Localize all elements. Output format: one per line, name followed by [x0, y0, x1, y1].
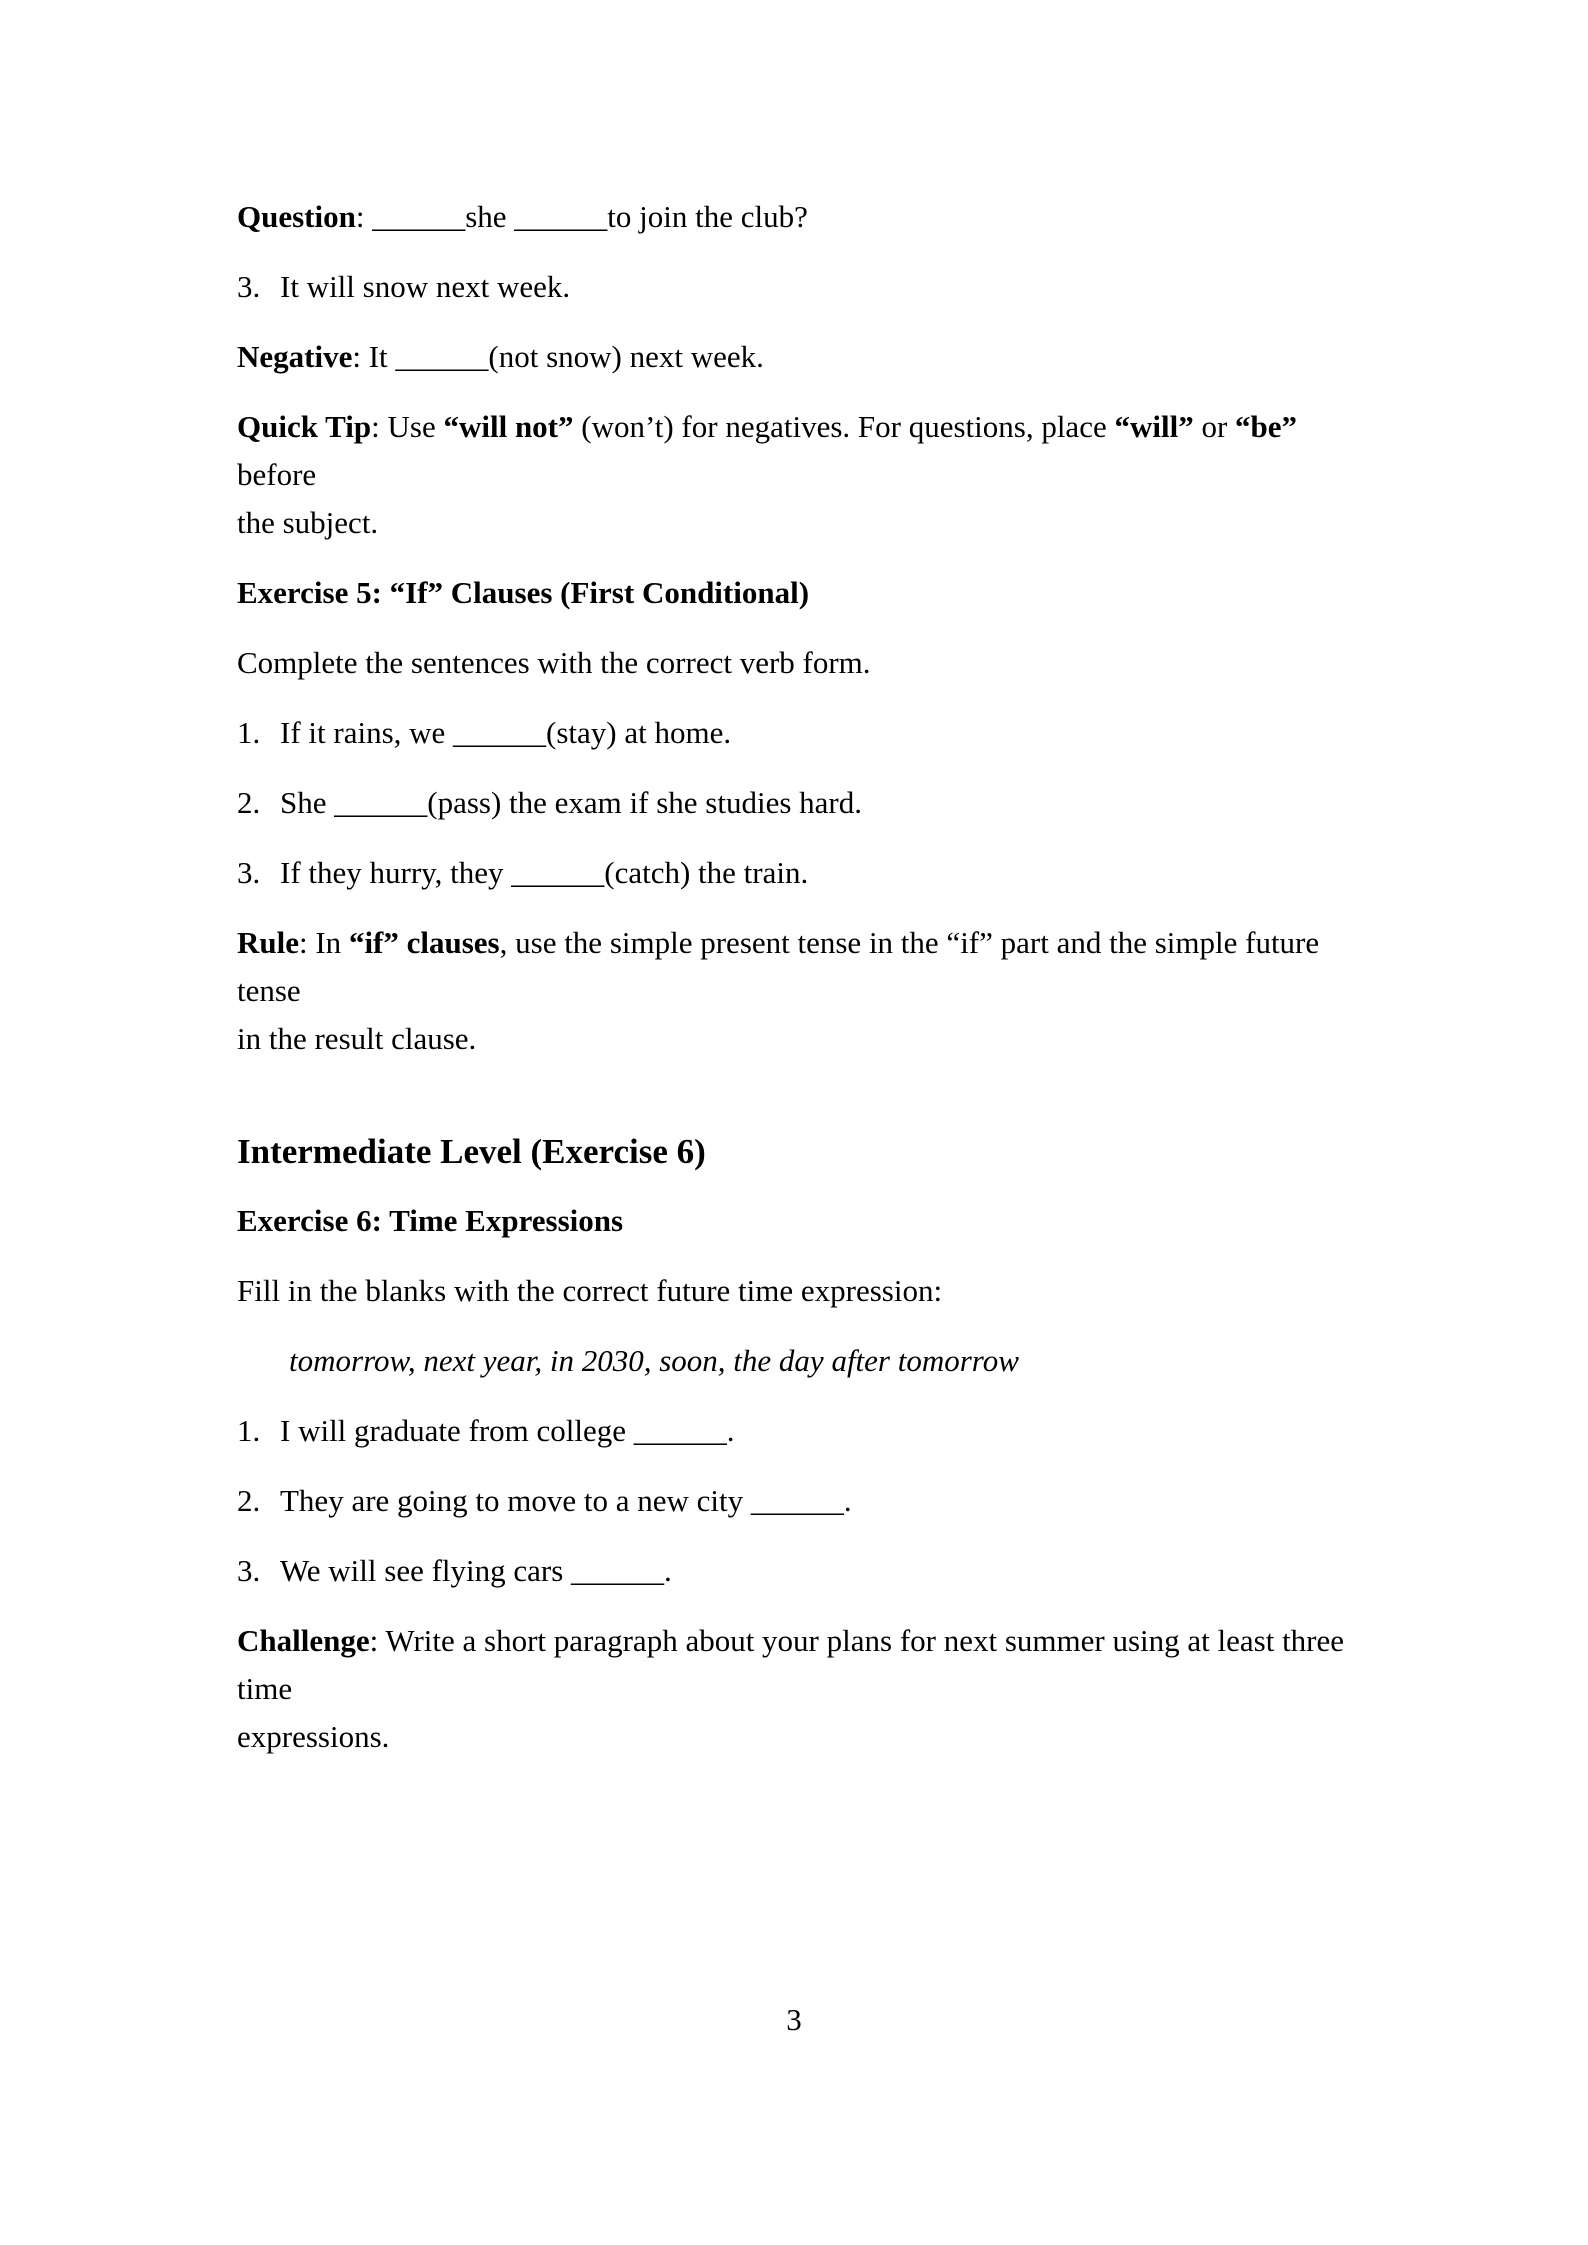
- exercise-6-instructions: [237, 1267, 1358, 1315]
- exercise-5-instructions: [237, 639, 1358, 687]
- text-run: in the result clause.: [237, 1021, 477, 1056]
- text-run: Complete the sentences with the correct verb form.: [237, 645, 871, 680]
- text-run: : Use: [371, 409, 444, 444]
- text-run: tomorrow, next year, in 2030, soon, the day after tomorrow: [289, 1343, 1019, 1378]
- text-run: She ______(pass) the exam if she studies hard.: [280, 785, 862, 820]
- list-item-number: 2.: [237, 785, 261, 820]
- text-run: “will not”: [443, 409, 574, 444]
- text-run: Fill in the blanks with the correct future time expression:: [237, 1273, 943, 1308]
- quick-tip-line: [237, 403, 1358, 547]
- list-item-number: 1.: [237, 715, 261, 750]
- text-run: : In: [299, 925, 349, 960]
- text-run: , use the simple present tense in the “if” part and the simple future tense: [237, 925, 1320, 1008]
- text-run: “if” clauses: [348, 925, 500, 960]
- exercise-6-heading: [237, 1197, 1358, 1245]
- text-run: It will snow next week.: [280, 269, 571, 304]
- list-item: [237, 1407, 1358, 1455]
- text-run: They are going to move to a new city ______.: [280, 1483, 852, 1518]
- text-run: If they hurry, they ______(catch) the train.: [280, 855, 809, 890]
- text-run: Exercise 5: “If” Clauses (First Conditional): [237, 575, 810, 610]
- text-run: Intermediate Level (Exercise 6): [237, 1132, 706, 1171]
- time-expressions-word-bank: [237, 1337, 1358, 1385]
- text-run: : ______she ______to join the club?: [355, 199, 808, 234]
- text-run: If it rains, we ______(stay) at home.: [280, 715, 732, 750]
- text-run: Exercise 6: Time Expressions: [237, 1203, 624, 1238]
- list-item-number: 3.: [237, 855, 261, 890]
- list-item-number: 3.: [237, 1553, 261, 1588]
- list-item-number: 2.: [237, 1483, 261, 1518]
- text-run: “be”: [1235, 409, 1298, 444]
- negative-line: [237, 333, 1358, 381]
- text-run: : Write a short paragraph about your plans for next summer using at least three time: [237, 1623, 1345, 1706]
- text-run: before: [237, 457, 317, 492]
- text-run: Quick Tip: [237, 409, 372, 444]
- list-item: [237, 1547, 1358, 1595]
- question-line: [237, 193, 1358, 241]
- text-run: : It ______(not snow) next week.: [352, 339, 764, 374]
- page-number: 3: [786, 2002, 802, 2037]
- challenge-line: [237, 1617, 1358, 1761]
- text-run: I will graduate from college ______.: [280, 1413, 735, 1448]
- intermediate-level-heading: [237, 1125, 1358, 1179]
- rule-line: [237, 919, 1358, 1063]
- text-run: (won’t) for negatives. For questions, place: [573, 409, 1115, 444]
- text-run: We will see flying cars ______.: [280, 1553, 672, 1588]
- list-item: [237, 263, 1358, 311]
- document-body: [237, 193, 1358, 1783]
- text-run: Negative: [237, 339, 353, 374]
- text-run: Question: [237, 199, 356, 234]
- exercise-5-heading: [237, 569, 1358, 617]
- list-item-number: 1.: [237, 1413, 261, 1448]
- list-item: [237, 1477, 1358, 1525]
- text-run: Rule: [237, 925, 299, 960]
- text-run: the subject.: [237, 505, 379, 540]
- text-run: or: [1193, 409, 1236, 444]
- list-item: [237, 709, 1358, 757]
- text-run: Challenge: [237, 1623, 370, 1658]
- list-item-number: 3.: [237, 269, 261, 304]
- text-run: “will”: [1114, 409, 1194, 444]
- list-item: [237, 779, 1358, 827]
- list-item: [237, 849, 1358, 897]
- text-run: expressions.: [237, 1719, 390, 1754]
